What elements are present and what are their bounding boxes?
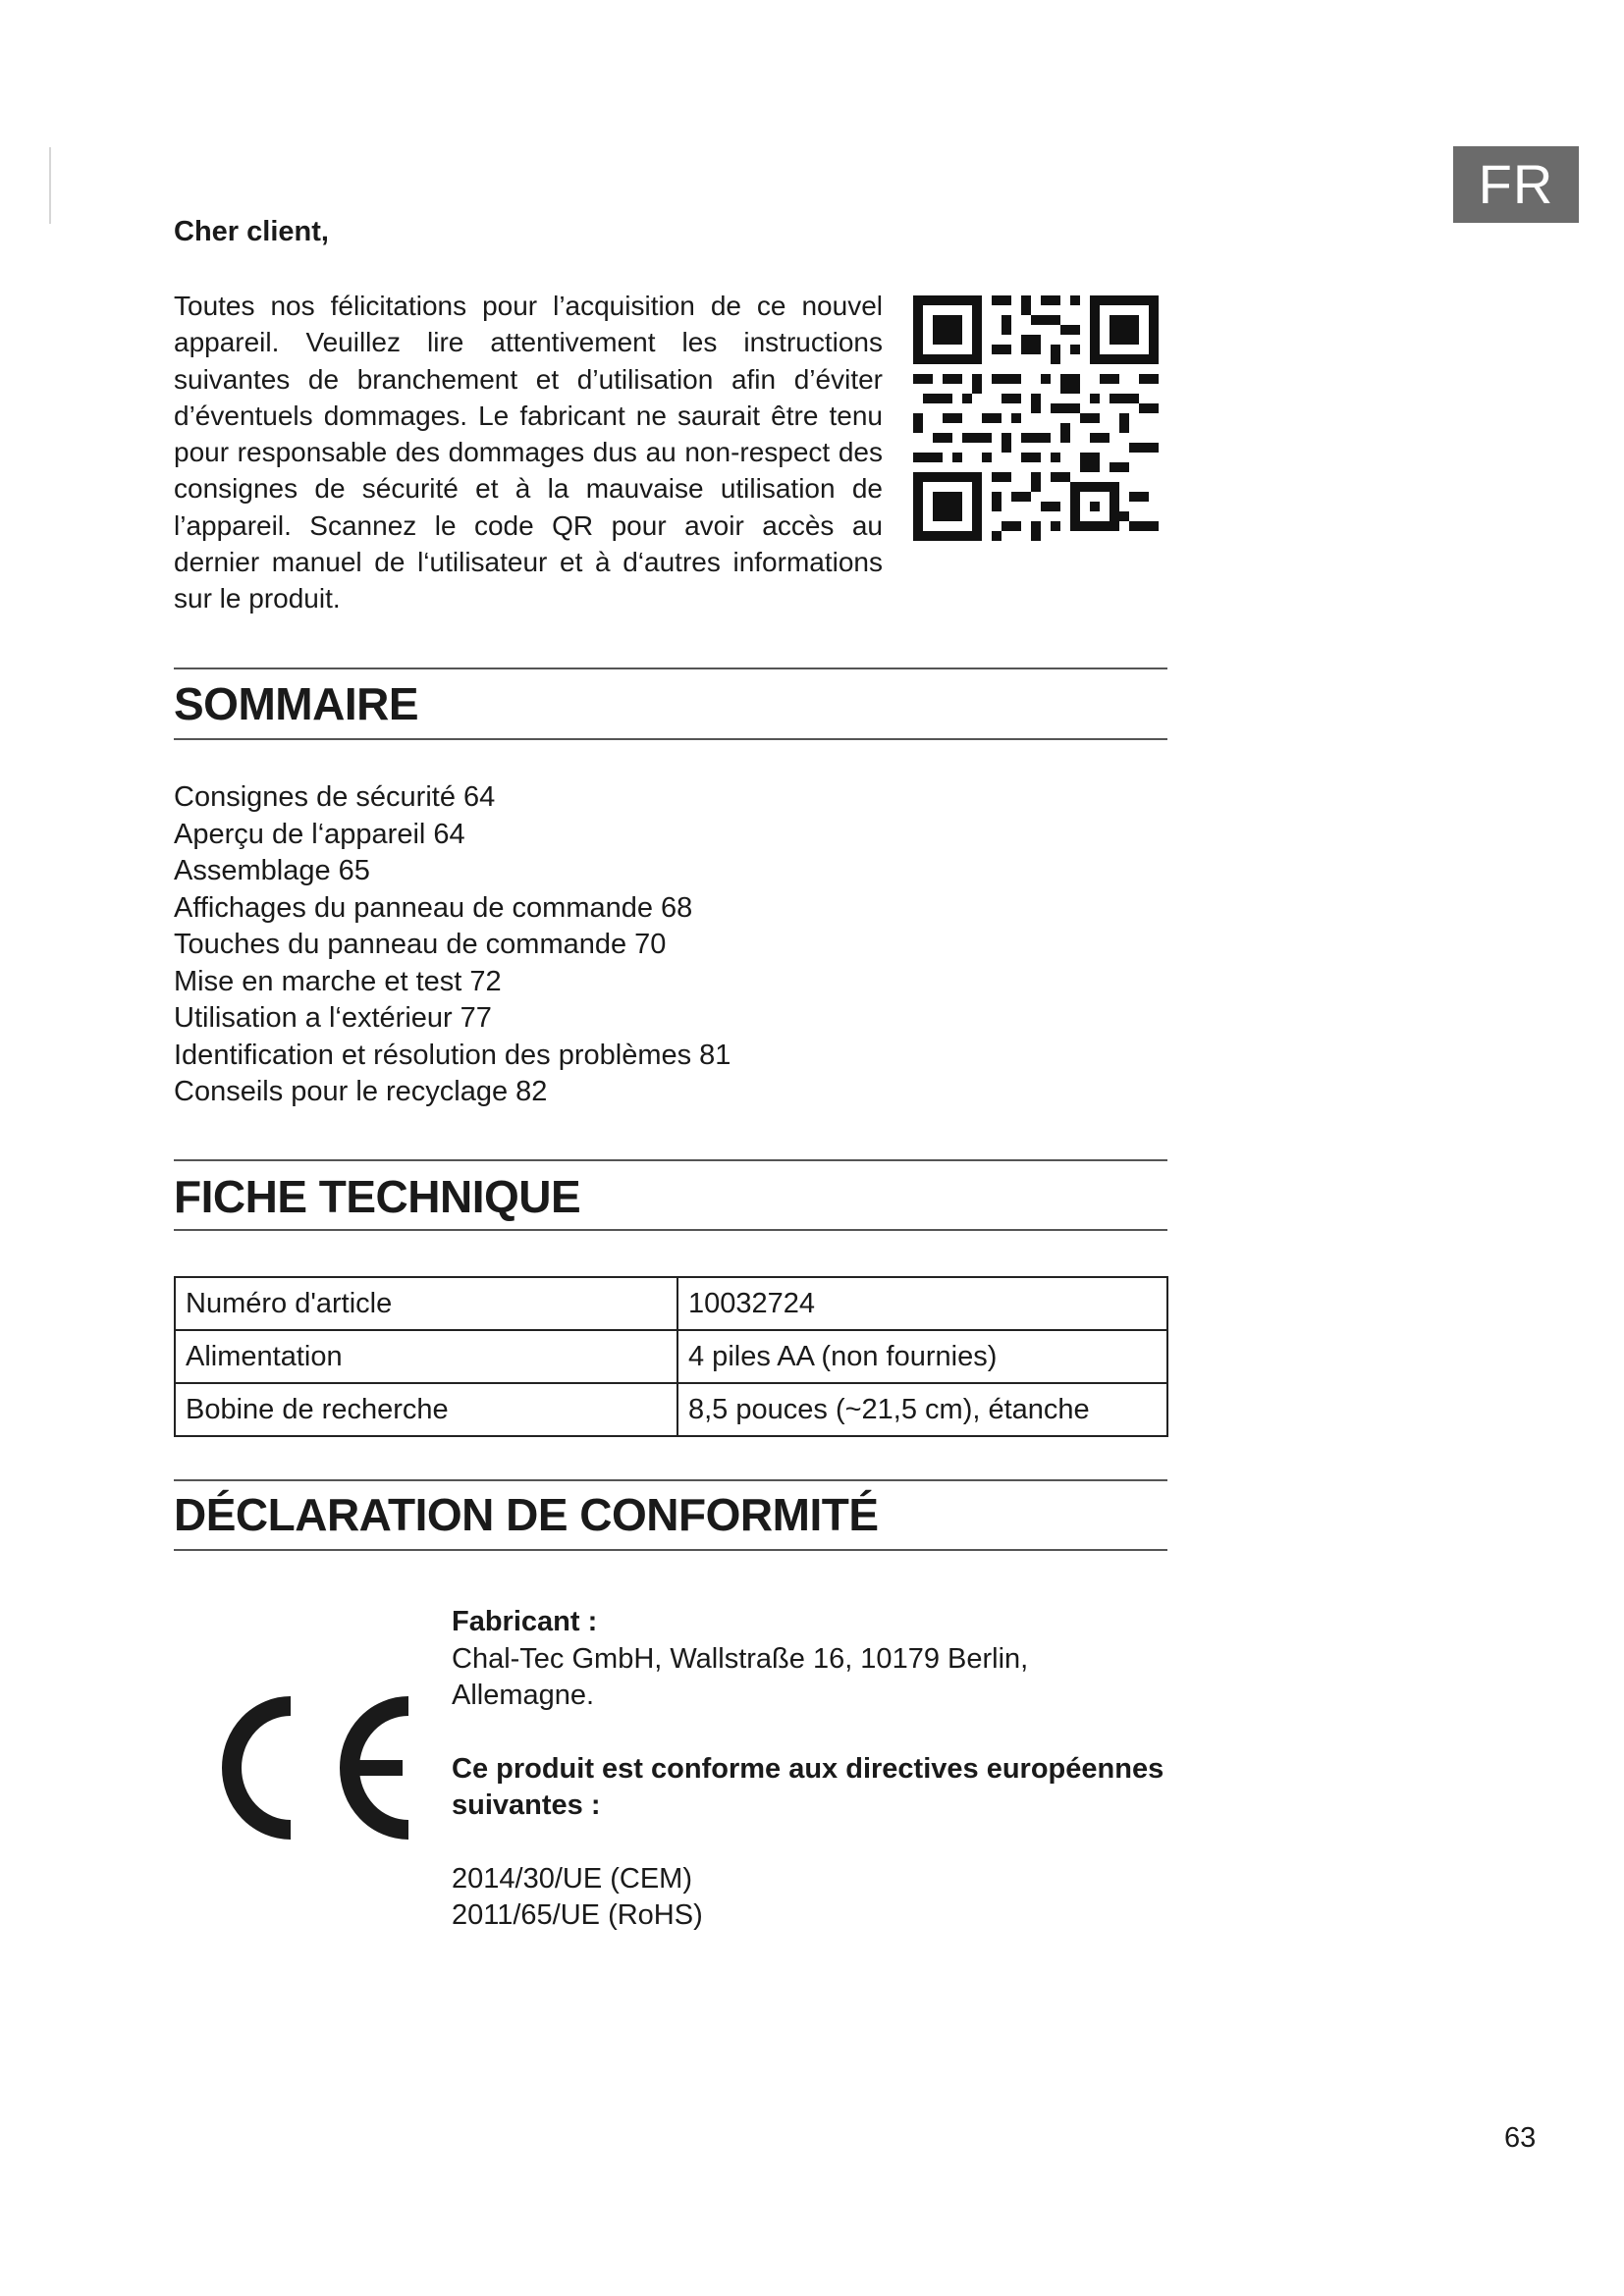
margin-line bbox=[49, 147, 51, 224]
toc-item-label: Utilisation a l‘extérieur bbox=[174, 1002, 453, 1034]
table-of-contents bbox=[174, 779, 731, 1111]
spec-value: 4 piles AA (non fournies) bbox=[677, 1330, 1167, 1383]
directive-item: 2014/30/UE (CEM) bbox=[452, 1862, 692, 1895]
spec-value: 8,5 pouces (~21,5 cm), étanche bbox=[677, 1383, 1167, 1436]
spec-value: 10032724 bbox=[677, 1277, 1167, 1330]
toc-item-label: Touches du panneau de commande bbox=[174, 929, 627, 960]
spec-label: Bobine de recherche bbox=[175, 1383, 677, 1436]
toc-item-label: Assemblage bbox=[174, 855, 331, 886]
toc-item-label: Mise en marche et test bbox=[174, 965, 462, 997]
toc-item-label: Conseils pour le recyclage bbox=[174, 1076, 509, 1107]
toc-item bbox=[174, 817, 731, 854]
spec-label: Numéro d'article bbox=[175, 1277, 677, 1330]
toc-item bbox=[174, 1000, 731, 1038]
ce-mark-icon bbox=[192, 1686, 416, 1849]
intro-paragraph: Toutes nos félicitations pour l’acquisition de ce nouvel appareil. Veuillez lire attentivement les instructions suivantes de branchement et d’utilisation afin d’éviter d’éventuels dommages. Le fabricant ne saurait être tenu pour responsable des dommages dus au non-respect des consignes de sécurité et à la mauvaise utilisation de l’appareil. Scannez le code QR pour avoir accès au dernier manuel de l‘utilisateur et à d‘autres informations sur le produit. bbox=[174, 291, 883, 614]
toc-item bbox=[174, 1038, 731, 1075]
toc-item-page: 70 bbox=[634, 929, 667, 960]
directive-item: 2011/65/UE (RoHS) bbox=[452, 1899, 703, 1931]
summary-title: SOMMAIRE bbox=[174, 678, 418, 729]
manufacturer-country: Allemagne. bbox=[452, 1680, 595, 1711]
toc-item-label: Identification et résolution des problèmes bbox=[174, 1039, 692, 1071]
language-tab: FR bbox=[1453, 146, 1579, 223]
toc-item bbox=[174, 890, 731, 928]
toc-item bbox=[174, 927, 731, 964]
toc-item-page: 64 bbox=[433, 818, 465, 850]
section-rule bbox=[174, 1159, 1167, 1161]
specs-table bbox=[174, 1276, 1168, 1437]
conformity-title: DÉCLARATION DE CONFORMITÉ bbox=[174, 1489, 879, 1540]
page-number: 63 bbox=[1504, 2122, 1537, 2154]
section-rule bbox=[174, 1479, 1167, 1481]
toc-item-label: Affichages du panneau de commande bbox=[174, 891, 653, 924]
toc-item bbox=[174, 853, 731, 890]
spec-label: Alimentation bbox=[175, 1330, 677, 1383]
section-rule bbox=[174, 738, 1167, 740]
toc-item bbox=[174, 1074, 731, 1111]
section-rule bbox=[174, 667, 1167, 669]
toc-item-page: 68 bbox=[661, 891, 693, 924]
declaration-block bbox=[452, 1604, 1168, 1935]
table-row bbox=[175, 1277, 1167, 1330]
toc-item-label: Aperçu de l‘appareil bbox=[174, 818, 426, 850]
toc-item-page: 77 bbox=[460, 1002, 492, 1034]
toc-item-page: 64 bbox=[462, 781, 496, 813]
table-row bbox=[175, 1383, 1167, 1436]
manufacturer-heading: Fabricant : bbox=[452, 1606, 598, 1637]
table-row bbox=[175, 1330, 1167, 1383]
toc-item-label: Consignes de sécurité bbox=[174, 781, 456, 813]
toc-item-page: 65 bbox=[338, 855, 370, 886]
greeting: Cher client, bbox=[174, 216, 329, 247]
toc-item-page: 82 bbox=[515, 1076, 548, 1107]
toc-item-page: 81 bbox=[699, 1039, 731, 1071]
manufacturer-address: Chal-Tec GmbH, Wallstraße 16, 10179 Berlin, bbox=[452, 1642, 1029, 1675]
section-rule bbox=[174, 1549, 1167, 1551]
toc-item-page: 72 bbox=[469, 965, 502, 997]
directives-heading: Ce produit est conforme aux directives européennes suivantes : bbox=[452, 1752, 1164, 1821]
section-rule bbox=[174, 1229, 1167, 1231]
toc-item bbox=[174, 964, 731, 1001]
specs-title: FICHE TECHNIQUE bbox=[174, 1171, 581, 1222]
qr-code-icon bbox=[913, 294, 1159, 542]
toc-item bbox=[174, 779, 731, 817]
